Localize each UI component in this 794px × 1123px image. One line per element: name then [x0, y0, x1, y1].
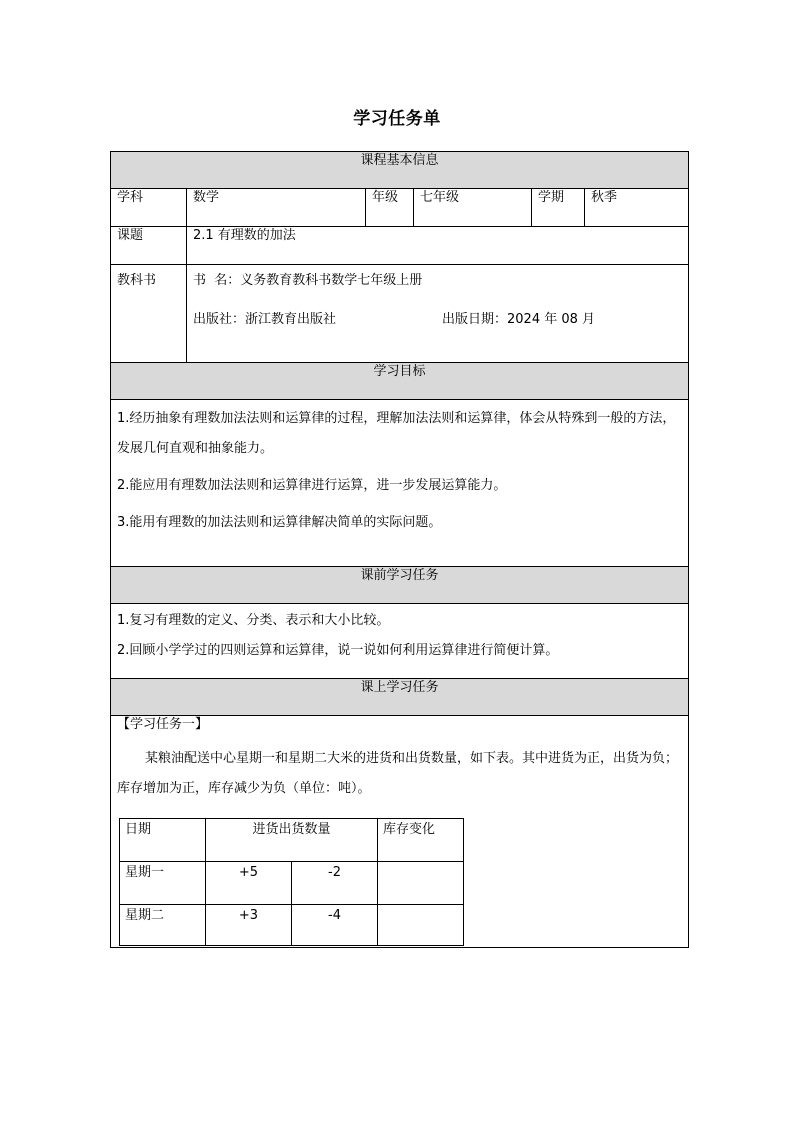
topic-row — [111, 227, 689, 265]
book-name: 书 名：义务教育教科书数学七年级上册 — [193, 273, 423, 288]
header-change: 库存变化 — [378, 819, 464, 862]
topic-label: 课题 — [111, 227, 187, 265]
task-one-block — [111, 716, 689, 948]
table-row — [120, 905, 464, 946]
subject-label: 学科 — [111, 189, 187, 227]
goal-item: 2.能应用有理数加法法则和运算律进行运算，进一步发展运算能力。 — [117, 478, 507, 493]
goal-item: 1.经历抽象有理数加法法则和运算律的过程，理解加法法则和运算律，体会从特殊到一般的方法，发展几何直观和抽象能力。 — [117, 411, 676, 456]
row-out: -2 — [292, 862, 378, 905]
table-row — [120, 862, 464, 905]
section-header-goals — [111, 363, 689, 400]
task-sheet-table — [110, 151, 689, 948]
grade-label: 年级 — [366, 189, 414, 227]
section-header-pre-class — [111, 567, 689, 604]
stock-table-header — [120, 819, 464, 862]
goals-list — [111, 400, 689, 567]
row-change — [378, 862, 464, 905]
textbook-row — [111, 265, 689, 363]
section-title-goals: 学习目标 — [111, 363, 689, 400]
row-out: -4 — [292, 905, 378, 946]
section-header-in-class — [111, 679, 689, 716]
goal-item: 3.能用有理数的加法法则和运算律解决简单的实际问题。 — [117, 515, 442, 530]
header-date: 日期 — [120, 819, 206, 862]
grade-value: 七年级 — [414, 189, 532, 227]
row-day: 星期一 — [120, 862, 206, 905]
pre-class-row — [111, 604, 689, 679]
publisher: 出版社：浙江教育出版社 — [193, 312, 337, 327]
section-title-basic-info: 课程基本信息 — [111, 152, 689, 189]
pre-class-task-list — [111, 604, 689, 679]
stock-table — [119, 818, 464, 946]
goals-row — [111, 400, 689, 567]
textbook-info — [187, 265, 689, 363]
term-value: 秋季 — [585, 189, 689, 227]
course-info-row — [111, 189, 689, 227]
section-title-in-class: 课上学习任务 — [111, 679, 689, 716]
publisher-line — [193, 290, 682, 329]
in-class-row — [111, 716, 689, 948]
row-day: 星期二 — [120, 905, 206, 946]
section-header-basic-info — [111, 152, 689, 189]
header-quantity: 进货出货数量 — [206, 819, 378, 862]
row-in: +3 — [206, 905, 292, 946]
topic-value: 2.1 有理数的加法 — [187, 227, 689, 265]
row-in: +5 — [206, 862, 292, 905]
subject-value: 数学 — [187, 189, 366, 227]
section-title-pre-class: 课前学习任务 — [111, 567, 689, 604]
page-title: 学习任务单 — [353, 109, 441, 129]
row-change — [378, 905, 464, 946]
task-one-paragraph: 某粮油配送中心星期一和星期二大米的进货和出货数量，如下表。其中进货为正，出货为负；库存增加为正，库存减少为负（单位：吨）。 — [117, 751, 679, 796]
task-one-title: 【学习任务一】 — [117, 717, 209, 732]
publish-date: 出版日期：2024 年 08 月 — [442, 312, 596, 327]
pre-class-task: 1.复习有理数的定义、分类、表示和大小比较。 — [117, 613, 390, 628]
pre-class-task: 2.回顾小学学过的四则运算和运算律，说一说如何利用运算律进行简便计算。 — [117, 643, 559, 658]
textbook-label: 教科书 — [111, 265, 187, 363]
term-label: 学期 — [532, 189, 585, 227]
